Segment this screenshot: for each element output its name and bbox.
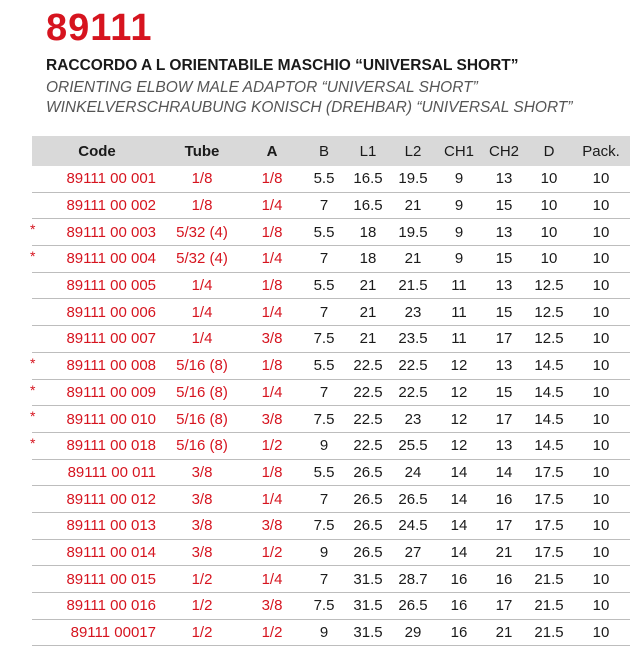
table-row (32, 512, 630, 539)
code-text: 89111 00 007 (66, 330, 156, 348)
cell-ch1: 16 (436, 619, 482, 646)
cell-code (32, 192, 162, 219)
header-b: B (318, 142, 329, 160)
cell-b: 9 (302, 432, 346, 459)
cell-code (32, 166, 162, 192)
cell-tube: 1/8 (162, 166, 242, 192)
cell-ch1: 16 (436, 566, 482, 593)
cell-l1: 22.5 (346, 379, 390, 406)
cell-pack: 10 (572, 593, 630, 620)
cell-code (32, 219, 162, 246)
cell-l2: 24 (390, 459, 436, 486)
cell-l1: 26.5 (346, 486, 390, 513)
cell-l1: 18 (346, 246, 390, 273)
cell-l2: 23.5 (390, 326, 436, 353)
cell-pack: 10 (572, 272, 630, 299)
cell-ch2: 13 (482, 352, 526, 379)
cell-ch2: 21 (482, 619, 526, 646)
cell-d: 21.5 (526, 566, 572, 593)
cell-tube: 3/8 (162, 539, 242, 566)
cell-tube: 1/2 (162, 619, 242, 646)
cell-ch1: 14 (436, 486, 482, 513)
cell-tube: 1/2 (162, 593, 242, 620)
cell-l1: 18 (346, 219, 390, 246)
cell-ch2: 15 (482, 299, 526, 326)
code-text: 89111 00 004 (66, 250, 156, 268)
cell-tube: 5/16 (8) (162, 406, 242, 433)
table-row (32, 352, 630, 379)
cell-d: 21.5 (526, 619, 572, 646)
cell-ch2: 17 (482, 593, 526, 620)
cell-l2: 22.5 (390, 379, 436, 406)
cell-l2: 26.5 (390, 486, 436, 513)
cell-l2: 23 (390, 406, 436, 433)
cell-a: 1/2 (242, 432, 302, 459)
cell-tube: 1/4 (162, 326, 242, 353)
cell-a: 3/8 (242, 593, 302, 620)
code-text: 89111 00 011 (67, 463, 156, 481)
table-row (32, 459, 630, 486)
cell-ch2: 13 (482, 219, 526, 246)
cell-d: 17.5 (526, 539, 572, 566)
cell-b: 7.5 (302, 326, 346, 353)
cell-l2: 19.5 (390, 166, 436, 192)
cell-pack: 10 (572, 192, 630, 219)
code-text: 89111 00 010 (66, 410, 156, 428)
table-row (32, 166, 630, 192)
table-header (32, 136, 630, 166)
cell-a: 1/4 (242, 299, 302, 326)
new-item-star-icon: * (30, 408, 36, 425)
cell-ch1: 11 (436, 326, 482, 353)
cell-a: 1/2 (242, 619, 302, 646)
cell-l1: 16.5 (346, 192, 390, 219)
header-l2: L2 (404, 142, 422, 160)
cell-l1: 21 (346, 326, 390, 353)
cell-ch2: 17 (482, 406, 526, 433)
cell-d: 17.5 (526, 512, 572, 539)
table-row (32, 486, 630, 513)
cell-l2: 21.5 (390, 272, 436, 299)
title-italian: RACCORDO A L ORIENTABILE MASCHIO “UNIVERSAL SHORT” (46, 57, 519, 74)
cell-l2: 21 (390, 192, 436, 219)
cell-a: 1/2 (242, 539, 302, 566)
cell-ch2: 16 (482, 486, 526, 513)
cell-a: 1/8 (242, 272, 302, 299)
code-text: 89111 00 008 (66, 357, 156, 375)
cell-a: 1/4 (242, 486, 302, 513)
cell-d: 12.5 (526, 326, 572, 353)
cell-ch1: 12 (436, 406, 482, 433)
cell-code (32, 299, 162, 326)
cell-a: 1/8 (242, 352, 302, 379)
cell-ch1: 14 (436, 539, 482, 566)
header-ch2: CH2 (488, 142, 519, 160)
header-l1: L1 (359, 142, 377, 160)
code-text: 89111 00 015 (66, 570, 156, 588)
cell-a: 1/4 (242, 379, 302, 406)
cell-ch1: 9 (436, 246, 482, 273)
code-text: 89111 00 014 (66, 543, 156, 561)
cell-l2: 29 (390, 619, 436, 646)
cell-b: 7.5 (302, 512, 346, 539)
new-item-star-icon: * (30, 221, 36, 238)
cell-l1: 22.5 (346, 352, 390, 379)
cell-code (32, 406, 162, 433)
code-text: 89111 00 005 (66, 277, 156, 295)
cell-tube: 5/16 (8) (162, 432, 242, 459)
cell-a: 1/4 (242, 246, 302, 273)
table-body (32, 166, 630, 646)
cell-l2: 25.5 (390, 432, 436, 459)
cell-b: 7 (302, 566, 346, 593)
table-row (32, 593, 630, 620)
cell-d: 17.5 (526, 486, 572, 513)
cell-d: 14.5 (526, 352, 572, 379)
cell-b: 5.5 (302, 352, 346, 379)
cell-pack: 10 (572, 326, 630, 353)
cell-d: 10 (526, 219, 572, 246)
header-code: Code (78, 142, 116, 160)
cell-code (32, 379, 162, 406)
cell-ch1: 12 (436, 352, 482, 379)
cell-b: 9 (302, 539, 346, 566)
title-english: ORIENTING ELBOW MALE ADAPTOR “UNIVERSAL SHORT” (46, 79, 478, 96)
cell-l2: 26.5 (390, 593, 436, 620)
cell-ch2: 13 (482, 432, 526, 459)
cell-l2: 23 (390, 299, 436, 326)
table-row (32, 219, 630, 246)
cell-a: 1/4 (242, 566, 302, 593)
cell-l1: 31.5 (346, 593, 390, 620)
cell-tube: 5/16 (8) (162, 379, 242, 406)
table-row (32, 299, 630, 326)
table-row (32, 406, 630, 433)
cell-ch1: 11 (436, 299, 482, 326)
cell-b: 5.5 (302, 166, 346, 192)
cell-l1: 26.5 (346, 539, 390, 566)
cell-code (32, 619, 162, 646)
cell-tube: 1/8 (162, 192, 242, 219)
cell-ch2: 15 (482, 379, 526, 406)
code-text: 89111 00 001 (66, 170, 156, 188)
cell-code (32, 459, 162, 486)
cell-l1: 31.5 (346, 566, 390, 593)
cell-a: 3/8 (242, 326, 302, 353)
cell-ch1: 11 (436, 272, 482, 299)
cell-pack: 10 (572, 539, 630, 566)
cell-ch2: 17 (482, 326, 526, 353)
cell-a: 3/8 (242, 406, 302, 433)
header-d: D (543, 142, 555, 160)
cell-b: 7 (302, 192, 346, 219)
new-item-star-icon: * (30, 381, 36, 398)
specification-table (32, 136, 630, 646)
cell-pack: 10 (572, 566, 630, 593)
cell-d: 12.5 (526, 272, 572, 299)
cell-tube: 5/32 (4) (162, 246, 242, 273)
code-text: 89111 00 002 (66, 197, 156, 215)
new-item-star-icon: * (30, 434, 36, 451)
cell-b: 9 (302, 619, 346, 646)
cell-ch2: 13 (482, 166, 526, 192)
header-pack: Pack. (582, 142, 620, 160)
cell-l1: 21 (346, 299, 390, 326)
cell-ch2: 21 (482, 539, 526, 566)
cell-d: 10 (526, 192, 572, 219)
cell-d: 21.5 (526, 593, 572, 620)
cell-pack: 10 (572, 299, 630, 326)
header-tube: Tube (184, 142, 220, 160)
cell-l1: 16.5 (346, 166, 390, 192)
cell-tube: 1/2 (162, 566, 242, 593)
cell-a: 1/8 (242, 166, 302, 192)
cell-code (32, 352, 162, 379)
cell-b: 7 (302, 379, 346, 406)
cell-l1: 21 (346, 272, 390, 299)
table-row (32, 619, 630, 646)
code-text: 89111 00 018 (66, 437, 156, 455)
cell-tube: 5/16 (8) (162, 352, 242, 379)
cell-b: 7 (302, 246, 346, 273)
cell-pack: 10 (572, 619, 630, 646)
cell-ch1: 16 (436, 593, 482, 620)
new-item-star-icon: * (30, 354, 36, 371)
cell-pack: 10 (572, 219, 630, 246)
cell-l2: 19.5 (390, 219, 436, 246)
cell-d: 10 (526, 166, 572, 192)
cell-b: 5.5 (302, 459, 346, 486)
specification-table-container (32, 136, 630, 646)
table-row (32, 326, 630, 353)
cell-pack: 10 (572, 512, 630, 539)
header-ch1: CH1 (443, 142, 474, 160)
header-a: A (266, 142, 278, 160)
code-text: 89111 00 009 (66, 383, 156, 401)
cell-l2: 27 (390, 539, 436, 566)
cell-l2: 28.7 (390, 566, 436, 593)
cell-b: 5.5 (302, 272, 346, 299)
cell-tube: 3/8 (162, 512, 242, 539)
cell-ch1: 12 (436, 379, 482, 406)
table-row (32, 192, 630, 219)
cell-l1: 26.5 (346, 459, 390, 486)
table-row (32, 246, 630, 273)
cell-l1: 22.5 (346, 406, 390, 433)
cell-ch1: 14 (436, 512, 482, 539)
cell-l1: 22.5 (346, 432, 390, 459)
cell-code (32, 566, 162, 593)
table-row (32, 379, 630, 406)
cell-code (32, 432, 162, 459)
cell-pack: 10 (572, 406, 630, 433)
cell-ch1: 9 (436, 166, 482, 192)
code-text: 89111 00 013 (66, 517, 156, 535)
cell-pack: 10 (572, 379, 630, 406)
cell-tube: 1/4 (162, 272, 242, 299)
cell-l1: 26.5 (346, 512, 390, 539)
cell-ch1: 12 (436, 432, 482, 459)
header-row (32, 136, 630, 166)
cell-code (32, 539, 162, 566)
table-row (32, 539, 630, 566)
cell-code (32, 326, 162, 353)
cell-tube: 5/32 (4) (162, 219, 242, 246)
cell-code (32, 512, 162, 539)
cell-ch2: 14 (482, 459, 526, 486)
cell-d: 14.5 (526, 432, 572, 459)
cell-ch2: 13 (482, 272, 526, 299)
cell-l2: 24.5 (390, 512, 436, 539)
cell-ch2: 15 (482, 192, 526, 219)
cell-code (32, 486, 162, 513)
cell-pack: 10 (572, 352, 630, 379)
code-text: 89111 00 012 (66, 490, 156, 508)
cell-d: 14.5 (526, 406, 572, 433)
cell-code (32, 593, 162, 620)
cell-ch1: 14 (436, 459, 482, 486)
cell-d: 10 (526, 246, 572, 273)
code-text: 89111 00 003 (66, 223, 156, 241)
cell-l2: 21 (390, 246, 436, 273)
cell-b: 5.5 (302, 219, 346, 246)
product-code-heading: 89111 (46, 7, 153, 49)
cell-pack: 10 (572, 166, 630, 192)
cell-tube: 3/8 (162, 459, 242, 486)
code-text: 89111 00 016 (66, 597, 156, 615)
cell-a: 1/4 (242, 192, 302, 219)
cell-a: 1/8 (242, 459, 302, 486)
cell-d: 12.5 (526, 299, 572, 326)
new-item-star-icon: * (30, 248, 36, 265)
cell-tube: 3/8 (162, 486, 242, 513)
cell-l1: 31.5 (346, 619, 390, 646)
code-text: 89111 00017 (70, 624, 156, 642)
table-row (32, 272, 630, 299)
cell-code (32, 246, 162, 273)
cell-b: 7 (302, 299, 346, 326)
cell-l2: 22.5 (390, 352, 436, 379)
cell-a: 1/8 (242, 219, 302, 246)
cell-ch2: 15 (482, 246, 526, 273)
table-row (32, 566, 630, 593)
title-german: WINKELVERSCHRAUBUNG KONISCH (DREHBAR) “UNIVERSAL SHORT” (46, 99, 573, 116)
cell-a: 3/8 (242, 512, 302, 539)
cell-pack: 10 (572, 432, 630, 459)
cell-pack: 10 (572, 486, 630, 513)
cell-ch2: 17 (482, 512, 526, 539)
cell-code (32, 272, 162, 299)
cell-ch1: 9 (436, 192, 482, 219)
code-text: 89111 00 006 (66, 303, 156, 321)
cell-ch2: 16 (482, 566, 526, 593)
cell-b: 7 (302, 486, 346, 513)
cell-d: 17.5 (526, 459, 572, 486)
cell-ch1: 9 (436, 219, 482, 246)
cell-d: 14.5 (526, 379, 572, 406)
cell-b: 7.5 (302, 593, 346, 620)
table-row (32, 432, 630, 459)
cell-tube: 1/4 (162, 299, 242, 326)
cell-b: 7.5 (302, 406, 346, 433)
cell-pack: 10 (572, 459, 630, 486)
cell-pack: 10 (572, 246, 630, 273)
